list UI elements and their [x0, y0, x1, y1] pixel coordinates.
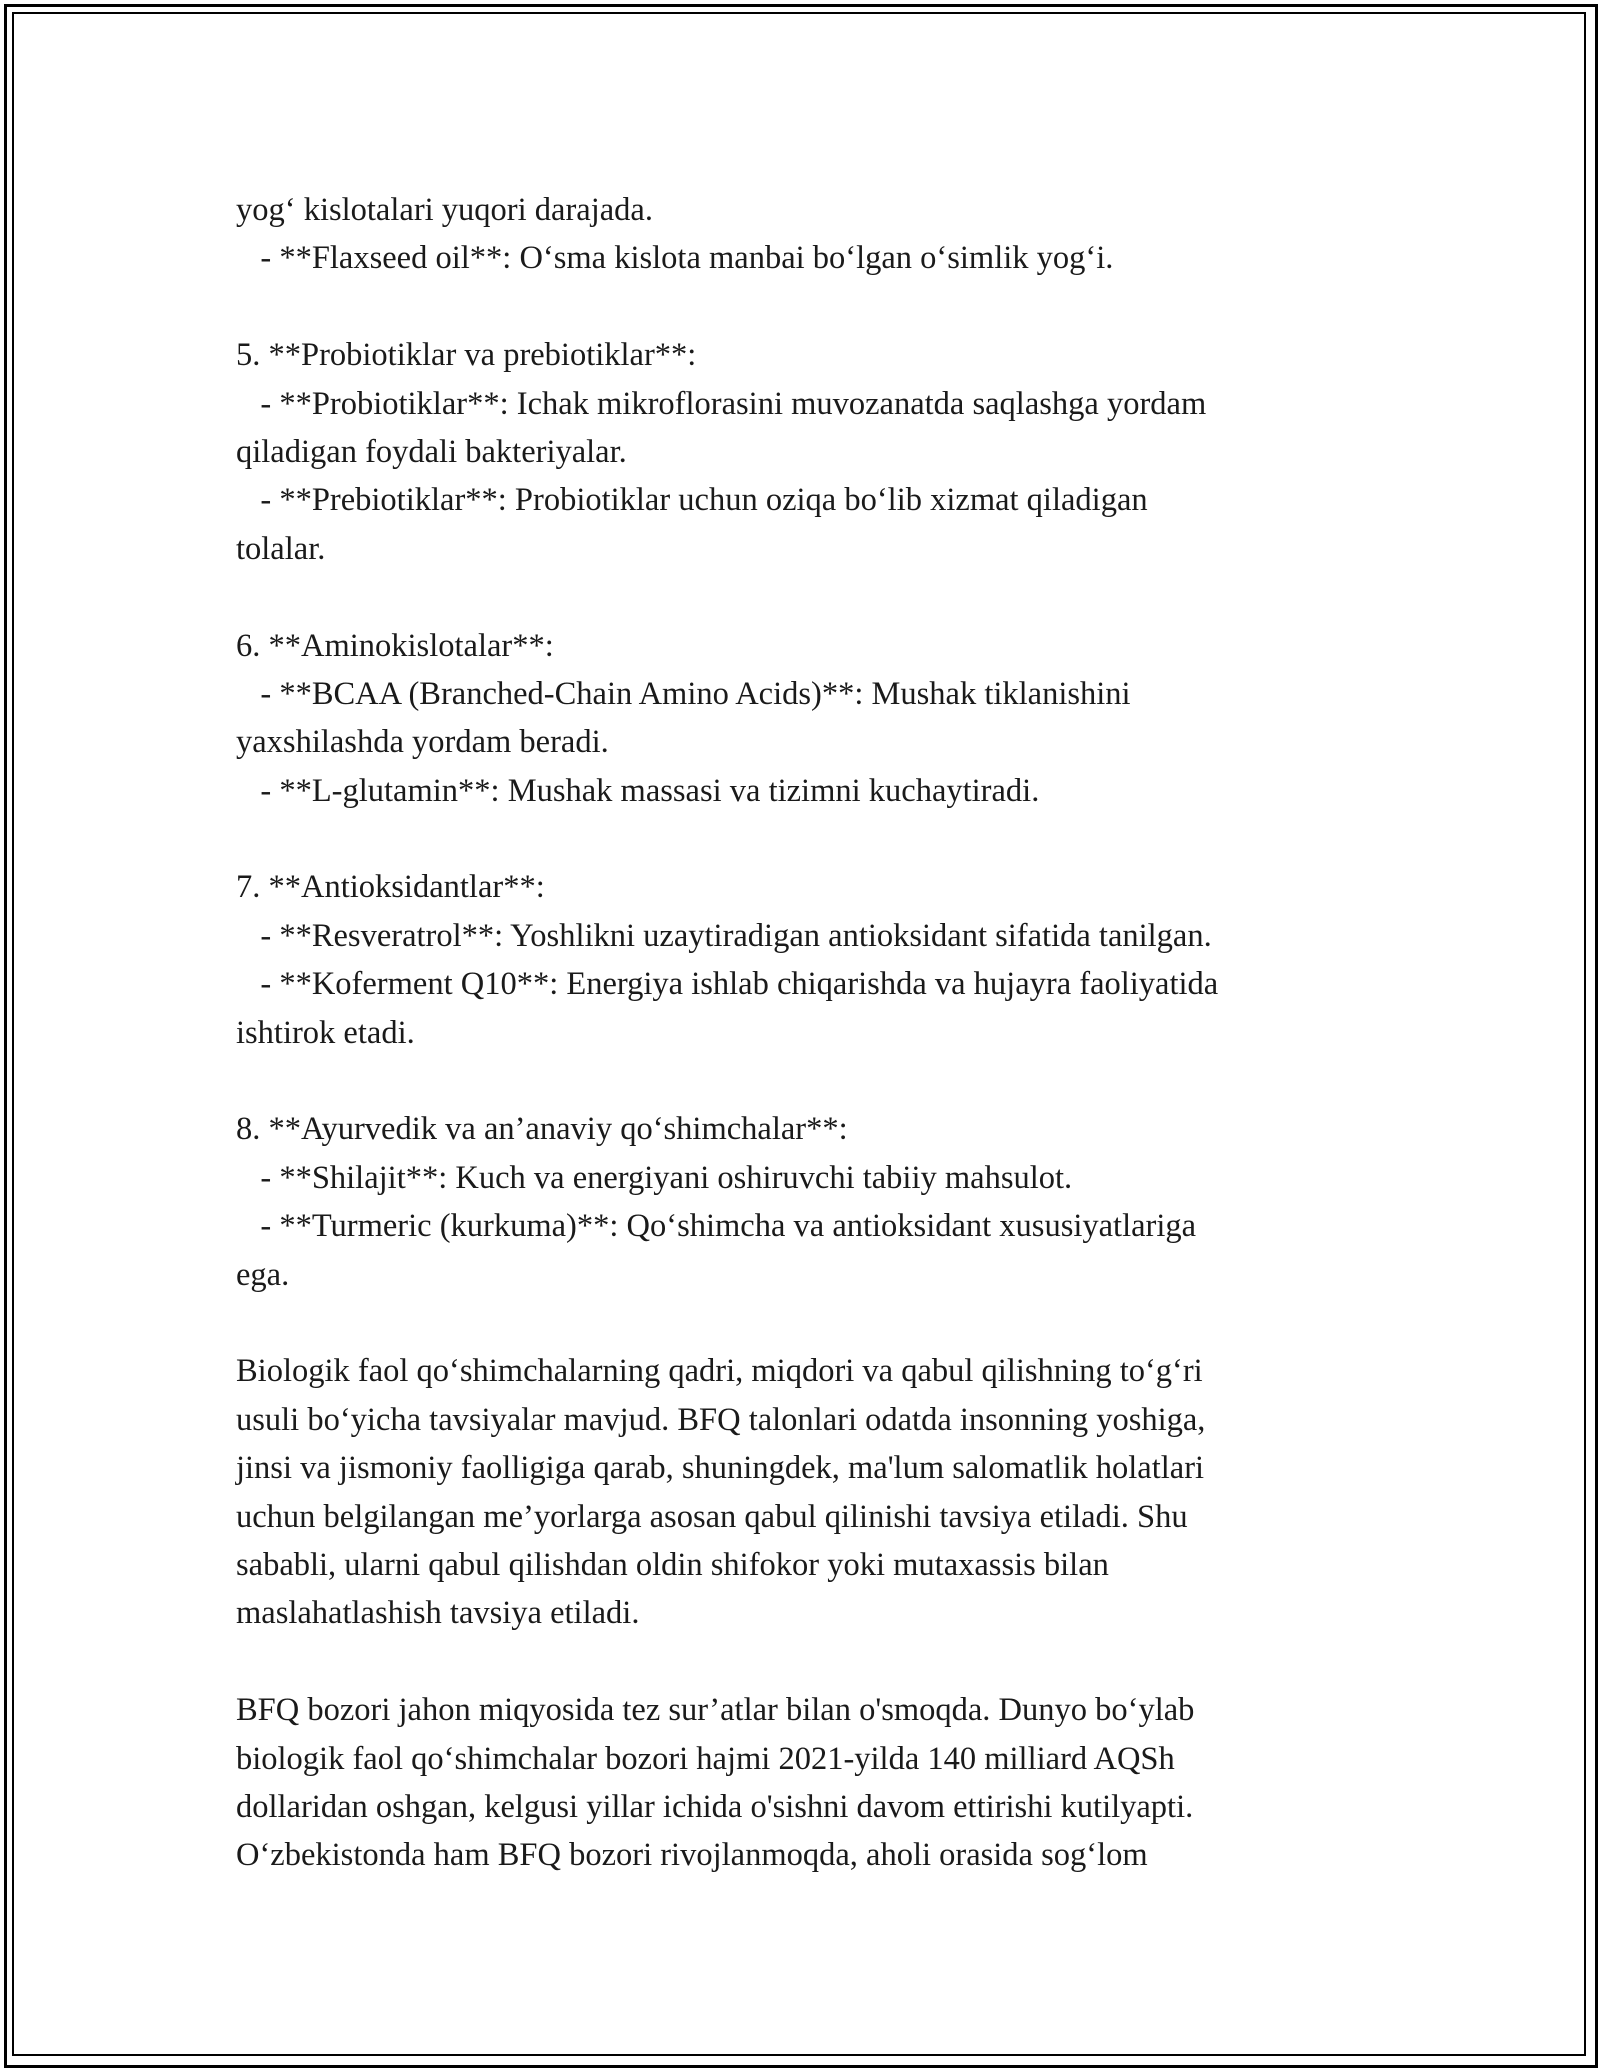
text-line: - **L-glutamin**: Mushak massasi va tizimni kuchaytiradi.: [236, 772, 1040, 809]
text-line: uchun belgilangan me’yorlarga asosan qabul qilinishi tavsiya etiladi. Shu: [236, 1498, 1188, 1535]
text-line: - **Flaxseed oil**: O‘sma kislota manbai bo‘lgan o‘simlik yog‘i.: [236, 240, 1114, 277]
text-line: O‘zbekistonda ham BFQ bozori rivojlanmoqda, aholi orasida sog‘lom: [236, 1837, 1148, 1874]
text-line: yog‘ kislotalari yuqori darajada.: [236, 192, 653, 228]
text-line: 8. **Ayurvedik va an’anaviy qo‘shimchalar**:: [236, 1111, 848, 1148]
text-line: ishtirok etadi.: [236, 1014, 415, 1051]
text-line: tolalar.: [236, 530, 326, 567]
blank-line: [236, 815, 1376, 863]
text-line: usuli bo‘yicha tavsiyalar mavjud. BFQ talonlari odatda insonning yoshiga,: [236, 1401, 1206, 1438]
text-line: 5. **Probiotiklar va prebiotiklar**:: [236, 337, 697, 374]
text-line: jinsi va jismoniy faolligiga qarab, shuningdek, ma'lum salomatlik holatlari: [236, 1450, 1205, 1487]
text-line: qiladigan foydali bakteriyalar.: [236, 433, 627, 470]
text-line: ega.: [236, 1256, 290, 1293]
text-line: - **BCAA (Branched-Chain Amino Acids)**: Mushak tiklanishini: [236, 675, 1131, 712]
text-line: biologik faol qo‘shimchalar bozori hajmi 2021-yilda 140 milliard AQSh: [236, 1740, 1175, 1777]
text-line: - **Turmeric (kurkuma)**: Qo‘shimcha va antioksidant xususiyatlariga: [236, 1208, 1197, 1245]
text-line: maslahatlashish tavsiya etiladi.: [236, 1595, 640, 1632]
blank-line: [236, 1299, 1376, 1347]
blank-line: [236, 573, 1376, 621]
text-line: - **Shilajit**: Kuch va energiyani oshiruvchi tabiiy mahsulot.: [236, 1159, 1073, 1196]
text-line: Biologik faol qo‘shimchalarning qadri, miqdori va qabul qilishning to‘g‘ri: [236, 1353, 1203, 1390]
blank-line: [236, 1057, 1376, 1105]
text-line: BFQ bozori jahon miqyosida tez sur’atlar bilan o'smoqda. Dunyo bo‘ylab: [236, 1692, 1195, 1729]
text-line: dollaridan oshgan, kelgusi yillar ichida o'sishni davom ettirishi kutilyapti.: [236, 1788, 1194, 1825]
text-line: - **Probiotiklar**: Ichak mikroflorasini muvozanatda saqlashga yordam: [236, 385, 1207, 422]
document-body: [236, 186, 1376, 1880]
blank-line: [236, 1638, 1376, 1686]
text-line: 7. **Antioksidantlar**:: [236, 869, 545, 906]
text-line: - **Prebiotiklar**: Probiotiklar uchun oziqa bo‘lib xizmat qiladigan: [236, 482, 1148, 519]
text-line: - **Koferment Q10**: Energiya ishlab chiqarishda va hujayra faoliyatida: [236, 966, 1219, 1003]
blank-line: [236, 283, 1376, 331]
text-line: yaxshilashda yordam beradi.: [236, 724, 609, 761]
text-line: 6. **Aminokislotalar**:: [236, 627, 554, 664]
text-line: - **Resveratrol**: Yoshlikni uzaytiradigan antioksidant sifatida tanilgan.: [236, 917, 1212, 954]
text-line: sababli, ularni qabul qilishdan oldin shifokor yoki mutaxassis bilan: [236, 1546, 1109, 1583]
